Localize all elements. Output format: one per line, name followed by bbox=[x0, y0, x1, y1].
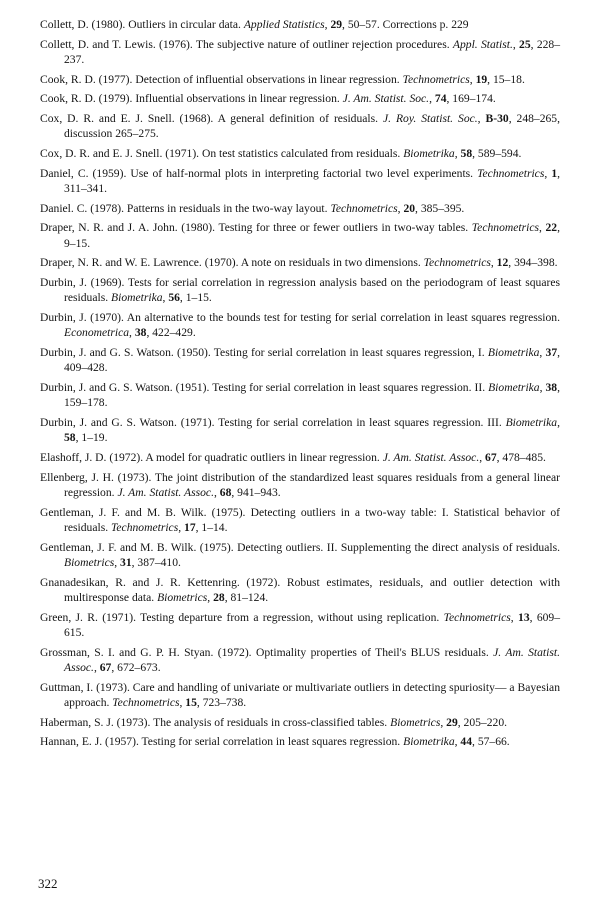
volume-number: 44 bbox=[460, 735, 473, 749]
journal-title: Biometrika bbox=[403, 147, 455, 161]
reference-entry: Cox, D. R. and E. J. Snell. (1968). A general definition of residuals. J. Roy. Statist. Soc., B-30, 248–265, discussion 265–275. bbox=[40, 112, 560, 141]
page-range: , 228–237. bbox=[64, 37, 561, 66]
reference-text: Cox, D. R. and E. J. Snell. (1971). On test statistics calculated from residuals. bbox=[40, 147, 404, 161]
reference-text: Haberman, S. J. (1973). The analysis of residuals in cross-classified tables. bbox=[40, 715, 391, 729]
reference-text: Gentleman, J. F. and M. B. Wilk. (1975). Detecting outliers. II. Supplementing the direct analysis of residuals. bbox=[40, 540, 560, 554]
journal-title: Biometrika bbox=[403, 735, 455, 749]
page-range: , 169–174. bbox=[446, 92, 496, 106]
reference-entry: Haberman, S. J. (1973). The analysis of residuals in cross-classified tables. Biometrics, 29, 205–220. bbox=[40, 715, 508, 729]
reference-text: Cook, R. D. (1977). Detection of influential observations in linear regression. bbox=[40, 72, 403, 86]
journal-title: J. Roy. Statist. Soc. bbox=[383, 112, 478, 126]
reference-entry: Durbin, J. (1970). An alternative to the bounds test for testing for serial correlation in least squares regression. Econometrica, 38, 422–429. bbox=[40, 311, 560, 340]
volume-number: 20 bbox=[403, 201, 416, 215]
page-range: , 422–429. bbox=[146, 326, 196, 340]
page-range: , 723–738. bbox=[196, 695, 247, 709]
journal-title: Technometrics bbox=[111, 520, 179, 534]
journal-title: Technometrics bbox=[330, 201, 398, 215]
reference-text: Green, J. R. (1971). Testing departure from a regression, without using replication. bbox=[40, 610, 444, 624]
reference-entry: Hannan, E. J. (1957). Testing for serial correlation in least squares regression. Biometrika, 44, 57–66. bbox=[40, 735, 510, 749]
journal-title: Biometrika bbox=[487, 346, 540, 360]
page-range: , 478–485. bbox=[496, 450, 546, 464]
reference-text: Gnanadesikan, R. and J. R. Kettenring. (1972). Robust estimates, residuals, and outlier detection with multiresponse data. bbox=[40, 575, 560, 604]
reference-entry: Daniel. C. (1978). Patterns in residuals in the two-way layout. Technometrics, 20, 385–395. bbox=[40, 201, 465, 215]
reference-entry: Collett, D. and T. Lewis. (1976). The subjective nature of outliner rejection procedures. Appl. Statist., 25, 228–237. bbox=[40, 37, 561, 66]
reference-text: Grossman, S. I. and G. P. H. Styan. (1972). Optimality properties of Theil's BLUS residuals. bbox=[40, 645, 494, 659]
page-range: , 385–395. bbox=[415, 201, 465, 215]
volume-number: 25 bbox=[519, 37, 531, 51]
reference-text: Daniel. C. (1978). Patterns in residuals in the two-way layout. bbox=[40, 201, 331, 215]
page-range: , 409–428. bbox=[64, 346, 561, 375]
reference-text: Elashoff, J. D. (1972). A model for quadratic outliers in linear regression. bbox=[40, 450, 383, 464]
page-range: , 609–615. bbox=[64, 610, 561, 639]
page-range: , 387–410. bbox=[131, 555, 181, 569]
reference-entry: Cook, R. D. (1979). Influential observations in linear regression. J. Am. Statist. Soc., 74, 169–174. bbox=[40, 92, 496, 106]
volume-number: 28 bbox=[213, 590, 225, 604]
reference-text: Durbin, J. and G. S. Watson. (1950). Testing for serial correlation in least squares regression, I. bbox=[40, 346, 488, 360]
page-range: , 81–124. bbox=[224, 590, 269, 604]
reference-entry: Green, J. R. (1971). Testing departure from a regression, without using replication. Technometrics, 13, 609–615. bbox=[40, 610, 561, 639]
page-range: , 1–15. bbox=[179, 291, 212, 305]
volume-number: 58 bbox=[64, 431, 76, 445]
reference-entry: Cox, D. R. and E. J. Snell. (1971). On test statistics calculated from residuals. Biometrika, 58, 589–594. bbox=[40, 147, 522, 161]
reference-text: Draper, N. R. and W. E. Lawrence. (1970). A note on residuals in two dimensions. bbox=[40, 256, 424, 270]
reference-entry: Durbin, J. (1969). Tests for serial correlation in regression analysis based on the periodogram of least squares residuals. Biometrika, 56, 1–15. bbox=[40, 276, 560, 305]
volume-number: 12 bbox=[496, 256, 509, 270]
volume-number: 13 bbox=[518, 610, 530, 624]
page-range: , 672–673. bbox=[111, 660, 161, 674]
journal-title: Biometrika bbox=[505, 416, 558, 429]
reference-entry: Draper, N. R. and J. A. John. (1980). Testing for three or fewer outliers in two-way tables. Technometrics, 22, 9–15. bbox=[40, 221, 560, 250]
page-range: , 311–341. bbox=[64, 166, 561, 196]
journal-title: Technometrics bbox=[477, 166, 545, 180]
reference-entry: Ellenberg, J. H. (1973). The joint distribution of the standardized least squares residuals from a general linear regression. J. Am. Statist. Assoc., 68, 941–943. bbox=[40, 470, 560, 499]
page-range: , 589–594. bbox=[472, 147, 522, 161]
journal-title: Technometrics bbox=[443, 610, 511, 624]
journal-title: Technometrics bbox=[423, 256, 491, 270]
journal-title: J. Am. Statist. Assoc. bbox=[382, 450, 480, 464]
journal-title: J. Am. Statist. Soc. bbox=[342, 92, 430, 106]
volume-number: 17 bbox=[184, 520, 196, 534]
volume-number: 67 bbox=[485, 450, 497, 464]
reference-entry: Gentleman, J. F. and M. B. Wilk. (1975). Detecting outliers in a two-way table: I. Statistical behavior of residuals. Technometrics, 17, 1–14. bbox=[40, 505, 560, 534]
volume-number: 22 bbox=[545, 221, 558, 235]
journal-title: J. Am. Statist. Assoc. bbox=[64, 645, 561, 674]
reference-entry: Draper, N. R. and W. E. Lawrence. (1970). A note on residuals in two dimensions. Technometrics, 12, 394–398. bbox=[40, 256, 558, 270]
reference-text: Hannan, E. J. (1957). Testing for serial correlation in least squares regression. bbox=[40, 735, 404, 749]
journal-title: Biometrika bbox=[488, 381, 540, 395]
volume-number: 38 bbox=[134, 326, 147, 340]
volume-number: 58 bbox=[460, 147, 473, 161]
page-range: , 159–178. bbox=[64, 381, 560, 410]
volume-number: 67 bbox=[99, 660, 112, 674]
journal-title: Technometrics bbox=[471, 221, 539, 235]
journal-title: J. Am. Statist. Assoc. bbox=[117, 485, 214, 499]
reference-text: Durbin, J. (1969). Tests for serial correlation in regression analysis based on the periodogram of least squares residuals. bbox=[40, 276, 560, 305]
reference-text: Draper, N. R. and J. A. John. (1980). Testing for three or fewer outliers in two-way tables. bbox=[40, 221, 472, 235]
volume-number: 31 bbox=[120, 555, 132, 569]
page-range: , 57–66. bbox=[472, 735, 510, 749]
volume-number: 38 bbox=[545, 381, 558, 395]
journal-title: Biometrics bbox=[157, 590, 208, 604]
reference-entry: Durbin, J. and G. S. Watson. (1971). Testing for serial correlation in least squares regression. III. Biometrika, 58, 1–19. bbox=[40, 416, 560, 445]
journal-title: Technometrics bbox=[112, 695, 180, 709]
page-range: , 248–265, discussion 265–275. bbox=[64, 112, 560, 141]
reference-entry: Durbin, J. and G. S. Watson. (1951). Testing for serial correlation in least squares regression. II. Biometrika, 38, 159–178. bbox=[40, 381, 560, 410]
page-range: , 394–398. bbox=[508, 256, 558, 270]
volume-number: 1 bbox=[551, 166, 558, 180]
volume-number: B-30 bbox=[485, 112, 509, 126]
volume-number: 68 bbox=[219, 485, 232, 499]
reference-text: Cox, D. R. and E. J. Snell. (1968). A general definition of residuals. bbox=[40, 112, 383, 126]
reference-entry: Gnanadesikan, R. and J. R. Kettenring. (1972). Robust estimates, residuals, and outlier detection with multiresponse data. Biometrics, 28, 81–124. bbox=[40, 575, 560, 604]
reference-list bbox=[40, 17, 560, 754]
journal-title: Biometrics bbox=[390, 715, 441, 729]
volume-number: 29 bbox=[330, 18, 343, 31]
page-range: , 1–19. bbox=[75, 431, 108, 445]
page-range: , 15–18. bbox=[487, 72, 525, 86]
reference-entry: Grossman, S. I. and G. P. H. Styan. (1972). Optimality properties of Theil's BLUS residuals. J. Am. Statist. Assoc., 67, 672–673. bbox=[40, 645, 561, 674]
reference-entry: Gentleman, J. F. and M. B. Wilk. (1975). Detecting outliers. II. Supplementing the direct analysis of residuals. Biometrics, 31, 387–410. bbox=[40, 540, 560, 569]
journal-title: Appl. Statist. bbox=[452, 37, 513, 51]
reference-text: Durbin, J. and G. S. Watson. (1951). Testing for serial correlation in least squares regression. II. bbox=[40, 381, 489, 395]
volume-number: 37 bbox=[545, 346, 558, 360]
reference-entry: Durbin, J. and G. S. Watson. (1950). Testing for serial correlation in least squares regression, I. Biometrika, 37, 409–428. bbox=[40, 346, 561, 375]
reference-entry: Guttman, I. (1973). Care and handling of univariate or multivariate outliers in detecting spuriosity— a Bayesian approach. Technometrics, 15, 723–738. bbox=[40, 680, 560, 709]
reference-text: Collett, D. (1980). Outliers in circular data. bbox=[40, 18, 244, 31]
reference-text: Gentleman, J. F. and M. B. Wilk. (1975). Detecting outliers in a two-way table: I. Statistical behavior of residuals. bbox=[40, 505, 560, 534]
page-range: , 9–15. bbox=[64, 221, 560, 250]
journal-title: Econometrica bbox=[64, 326, 130, 340]
reference-text: Collett, D. and T. Lewis. (1976). The subjective nature of outliner rejection procedures. bbox=[40, 37, 453, 51]
reference-entry: Elashoff, J. D. (1972). A model for quadratic outliers in linear regression. J. Am. Statist. Assoc., 67, 478–485. bbox=[40, 450, 546, 464]
volume-number: 19 bbox=[475, 72, 488, 86]
page-number: 322 bbox=[38, 876, 58, 891]
page-range: , 941–943. bbox=[231, 485, 281, 499]
volume-number: 74 bbox=[434, 92, 447, 106]
reference-entry: Daniel, C. (1959). Use of half-normal plots in interpreting factorial two level experiments. Technometrics, 1, 311–341. bbox=[40, 166, 561, 196]
reference-text: Durbin, J. (1970). An alternative to the bounds test for testing for serial correlation in least squares regression. bbox=[40, 311, 560, 325]
volume-number: 56 bbox=[168, 291, 180, 305]
reference-entry: Collett, D. (1980). Outliers in circular data. Applied Statistics, 29, 50–57. Corrections p. 229 bbox=[40, 18, 469, 31]
journal-title: Biometrika bbox=[111, 291, 163, 305]
reference-entry: Cook, R. D. (1977). Detection of influential observations in linear regression. Technometrics, 19, 15–18. bbox=[40, 72, 525, 86]
reference-text: Durbin, J. and G. S. Watson. (1971). Testing for serial correlation in least squares regression. III. bbox=[40, 416, 506, 429]
journal-title: Applied Statistics bbox=[243, 18, 325, 31]
volume-number: 29 bbox=[446, 715, 458, 729]
volume-number: 15 bbox=[185, 695, 197, 709]
journal-title: Technometrics bbox=[402, 72, 470, 86]
page-range: , 205–220. bbox=[457, 715, 508, 729]
reference-text: Ellenberg, J. H. (1973). The joint distribution of the standardized least squares residuals from a general linear regression. bbox=[40, 470, 560, 499]
reference-text: Cook, R. D. (1979). Influential observations in linear regression. bbox=[40, 92, 343, 106]
journal-title: Biometrics bbox=[64, 555, 115, 569]
reference-text: Daniel, C. (1959). Use of half-normal plots in interpreting factorial two level experiments. bbox=[40, 166, 478, 180]
page-range: , 50–57. Corrections p. 229 bbox=[342, 18, 469, 31]
page-range: , 1–14. bbox=[195, 520, 228, 534]
reference-text: Guttman, I. (1973). Care and handling of univariate or multivariate outliers in detecting spuriosity— a Bayesian approach. bbox=[40, 680, 560, 709]
